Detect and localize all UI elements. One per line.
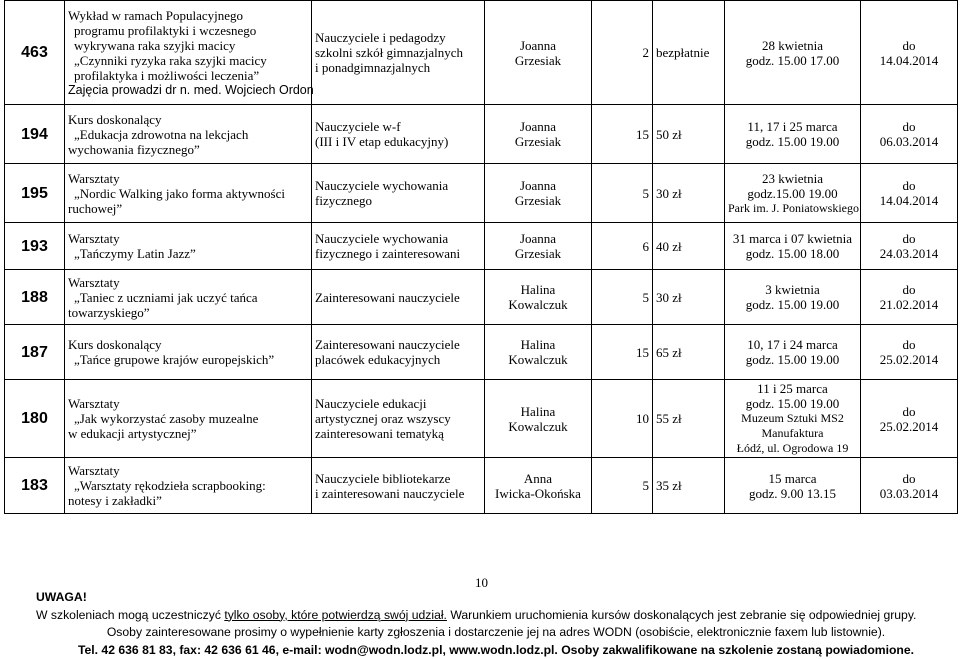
date-line: 11 i 25 marca <box>728 381 857 396</box>
course-instructor <box>485 164 592 223</box>
course-instructor <box>485 325 592 380</box>
course-audience <box>312 223 485 270</box>
audience-line: zainteresowani tematyką <box>315 426 481 441</box>
date-line: godz. 9.00 13.15 <box>728 486 857 501</box>
title-line: notesy i zakładki” <box>68 493 308 508</box>
course-instructor <box>485 223 592 270</box>
course-price: 40 zł <box>653 223 725 270</box>
deadline-line: do <box>864 38 954 53</box>
date-line: 31 marca i 07 kwietnia <box>728 231 857 246</box>
page-number: 10 <box>475 575 488 591</box>
table-row <box>5 458 958 514</box>
date-line: godz. 15.00 18.00 <box>728 246 857 261</box>
deadline-line: do <box>864 282 954 297</box>
course-id: 463 <box>5 1 65 105</box>
course-date <box>725 380 861 458</box>
date-line: godz. 15.00 19.00 <box>728 297 857 312</box>
course-id: 187 <box>5 325 65 380</box>
title-line: „Edukacja zdrowotna na lekcjach <box>68 127 308 142</box>
registration-deadline <box>861 458 958 514</box>
deadline-line: do <box>864 471 954 486</box>
title-line: „Tańczymy Latin Jazz” <box>68 246 308 261</box>
instructor-line: Grzesiak <box>488 193 588 208</box>
course-date <box>725 1 861 105</box>
title-line: wykrywana raka szyjki macicy <box>68 38 308 53</box>
course-audience <box>312 270 485 325</box>
footer-line-1-underlined: tylko osoby, które potwierdzą swój udział. <box>224 608 447 622</box>
audience-line: Nauczyciele wychowania <box>315 178 481 193</box>
course-instructor <box>485 458 592 514</box>
date-line: 28 kwietnia <box>728 38 857 53</box>
course-instructor <box>485 380 592 458</box>
course-hours: 15 <box>592 105 653 164</box>
title-line: Warsztaty <box>68 463 308 478</box>
audience-line: Nauczyciele edukacji <box>315 396 481 411</box>
table-row <box>5 325 958 380</box>
course-id: 180 <box>5 380 65 458</box>
table-row <box>5 164 958 223</box>
course-audience <box>312 1 485 105</box>
course-date <box>725 223 861 270</box>
course-audience <box>312 458 485 514</box>
date-line: 23 kwietnia <box>728 171 857 186</box>
date-line: godz. 15.00 19.00 <box>728 134 857 149</box>
instructor-line: Grzesiak <box>488 53 588 68</box>
date-line: godz. 15.00 19.00 <box>728 396 857 411</box>
course-instructor <box>485 270 592 325</box>
registration-deadline <box>861 1 958 105</box>
instructor-line: Anna <box>488 471 588 486</box>
course-instructor <box>485 1 592 105</box>
title-line: w edukacji artystycznej” <box>68 426 308 441</box>
deadline-line: do <box>864 178 954 193</box>
deadline-line: do <box>864 404 954 419</box>
audience-line: fizycznego <box>315 193 481 208</box>
audience-line: Nauczyciele i pedagodzy <box>315 30 481 45</box>
audience-line: i ponadgimnazjalnych <box>315 60 481 75</box>
deadline-line: do <box>864 337 954 352</box>
table-row <box>5 380 958 458</box>
attention-label: UWAGA! <box>36 589 956 607</box>
deadline-line: 03.03.2014 <box>864 486 954 501</box>
date-line: 15 marca <box>728 471 857 486</box>
course-price: 30 zł <box>653 164 725 223</box>
audience-line: Nauczyciele w-f <box>315 119 481 134</box>
course-title <box>65 105 312 164</box>
title-line: „Jak wykorzystać zasoby muzealne <box>68 411 308 426</box>
instructor-line: Grzesiak <box>488 134 588 149</box>
title-line: profilaktyka i możliwości leczenia” <box>68 68 308 83</box>
course-audience <box>312 164 485 223</box>
table-row <box>5 270 958 325</box>
instructor-line: Halina <box>488 337 588 352</box>
course-date <box>725 164 861 223</box>
table-row <box>5 105 958 164</box>
course-hours: 10 <box>592 380 653 458</box>
instructor-line: Grzesiak <box>488 246 588 261</box>
date-line: 3 kwietnia <box>728 282 857 297</box>
title-line: programu profilaktyki i wczesnego <box>68 23 308 38</box>
course-title <box>65 458 312 514</box>
title-line: towarzyskiego” <box>68 305 308 320</box>
date-line: godz. 15.00 17.00 <box>728 53 857 68</box>
date-line: 10, 17 i 24 marca <box>728 337 857 352</box>
course-date <box>725 105 861 164</box>
instructor-line: Halina <box>488 404 588 419</box>
instructor-line: Joanna <box>488 178 588 193</box>
deadline-line: 24.03.2014 <box>864 246 954 261</box>
course-id: 188 <box>5 270 65 325</box>
course-audience <box>312 325 485 380</box>
course-price: 55 zł <box>653 380 725 458</box>
deadline-line: do <box>864 119 954 134</box>
title-line: „Taniec z uczniami jak uczyć tańca <box>68 290 308 305</box>
audience-line: szkolni szkół gimnazjalnych <box>315 45 481 60</box>
instructor-line: Iwicka-Okońska <box>488 486 588 501</box>
date-line: godz. 15.00 19.00 <box>728 352 857 367</box>
instructor-line: Joanna <box>488 38 588 53</box>
audience-line: i zainteresowani nauczyciele <box>315 486 481 501</box>
deadline-line: do <box>864 231 954 246</box>
course-table <box>4 0 958 514</box>
course-hours: 5 <box>592 164 653 223</box>
registration-deadline <box>861 164 958 223</box>
deadline-line: 21.02.2014 <box>864 297 954 312</box>
footer-line-1 <box>36 607 956 625</box>
registration-deadline <box>861 380 958 458</box>
registration-deadline <box>861 325 958 380</box>
course-hours: 5 <box>592 458 653 514</box>
instructor-line: Joanna <box>488 119 588 134</box>
course-price: 35 zł <box>653 458 725 514</box>
date-line: Park im. J. Poniatowskiego <box>728 201 857 216</box>
course-date <box>725 458 861 514</box>
deadline-line: 14.04.2014 <box>864 193 954 208</box>
title-line: „Czynniki ryzyka raka szyjki macicy <box>68 53 308 68</box>
deadline-line: 06.03.2014 <box>864 134 954 149</box>
instructor-line: Kowalczuk <box>488 297 588 312</box>
title-line: Kurs doskonalący <box>68 112 308 127</box>
registration-deadline <box>861 105 958 164</box>
table-row <box>5 223 958 270</box>
audience-line: Zainteresowani nauczyciele <box>315 290 481 305</box>
course-title <box>65 164 312 223</box>
instructor-line: Kowalczuk <box>488 419 588 434</box>
title-line: „Warsztaty rękodzieła scrapbooking: <box>68 478 308 493</box>
course-date <box>725 270 861 325</box>
footer-line-3: Tel. 42 636 81 83, fax: 42 636 61 46, e-mail: wodn@wodn.lodz.pl, www.wodn.lodz.pl. Osoby zakwalifikowane na szkolenie zostaną powiadomione. <box>36 642 956 659</box>
instructor-line: Joanna <box>488 231 588 246</box>
course-audience <box>312 105 485 164</box>
title-line: Warsztaty <box>68 231 308 246</box>
date-line: Muzeum Sztuki MS2 <box>728 411 857 426</box>
course-title <box>65 1 312 105</box>
course-id: 183 <box>5 458 65 514</box>
title-line: Kurs doskonalący <box>68 337 308 352</box>
title-line: Warsztaty <box>68 396 308 411</box>
table-row <box>5 1 958 105</box>
date-line: 11, 17 i 25 marca <box>728 119 857 134</box>
course-hours: 2 <box>592 1 653 105</box>
deadline-line: 25.02.2014 <box>864 419 954 434</box>
course-date <box>725 325 861 380</box>
course-id: 195 <box>5 164 65 223</box>
audience-line: artystycznej oraz wszyscy <box>315 411 481 426</box>
registration-deadline <box>861 223 958 270</box>
course-hours: 15 <box>592 325 653 380</box>
course-instructor <box>485 105 592 164</box>
audience-line: Nauczyciele bibliotekarze <box>315 471 481 486</box>
audience-line: (III i IV etap edukacyjny) <box>315 134 481 149</box>
registration-deadline <box>861 270 958 325</box>
audience-line: Nauczyciele wychowania <box>315 231 481 246</box>
title-line: wychowania fizycznego” <box>68 142 308 157</box>
instructor-line: Kowalczuk <box>488 352 588 367</box>
audience-line: placówek edukacyjnych <box>315 352 481 367</box>
footer-line-1-pre: W szkoleniach mogą uczestniczyć <box>36 608 224 622</box>
course-title <box>65 223 312 270</box>
deadline-line: 25.02.2014 <box>864 352 954 367</box>
course-hours: 6 <box>592 223 653 270</box>
course-id: 194 <box>5 105 65 164</box>
deadline-line: 14.04.2014 <box>864 53 954 68</box>
title-line: ruchowej” <box>68 201 308 216</box>
course-hours: 5 <box>592 270 653 325</box>
audience-line: Zainteresowani nauczyciele <box>315 337 481 352</box>
audience-line: fizycznego i zainteresowani <box>315 246 481 261</box>
course-price: 30 zł <box>653 270 725 325</box>
date-line: Łódź, ul. Ogrodowa 19 <box>728 441 857 456</box>
title-line: „Nordic Walking jako forma aktywności <box>68 186 308 201</box>
date-line: godz.15.00 19.00 <box>728 186 857 201</box>
footer-line-1-post: Warunkiem uruchomienia kursów doskonalących jest zebranie się odpowiedniej grupy. <box>447 608 916 622</box>
course-title <box>65 325 312 380</box>
instructor-line: Halina <box>488 282 588 297</box>
course-price: 65 zł <box>653 325 725 380</box>
footer-notice <box>36 589 956 659</box>
course-title <box>65 270 312 325</box>
footer-line-2: Osoby zainteresowane prosimy o wypełnienie karty zgłoszenia i dostarczenie jej na adres WODN (osobiście, elektronicznie faxem lub listownie). <box>36 624 956 642</box>
course-price: bezpłatnie <box>653 1 725 105</box>
course-id: 193 <box>5 223 65 270</box>
course-price: 50 zł <box>653 105 725 164</box>
date-line: Manufaktura <box>728 426 857 441</box>
title-line: Wykład w ramach Populacyjnego <box>68 8 308 23</box>
title-line: „Tańce grupowe krajów europejskich” <box>68 352 308 367</box>
course-audience <box>312 380 485 458</box>
title-line: Zajęcia prowadzi dr n. med. Wojciech Ordon <box>68 83 308 98</box>
course-title <box>65 380 312 458</box>
title-line: Warsztaty <box>68 275 308 290</box>
title-line: Warsztaty <box>68 171 308 186</box>
